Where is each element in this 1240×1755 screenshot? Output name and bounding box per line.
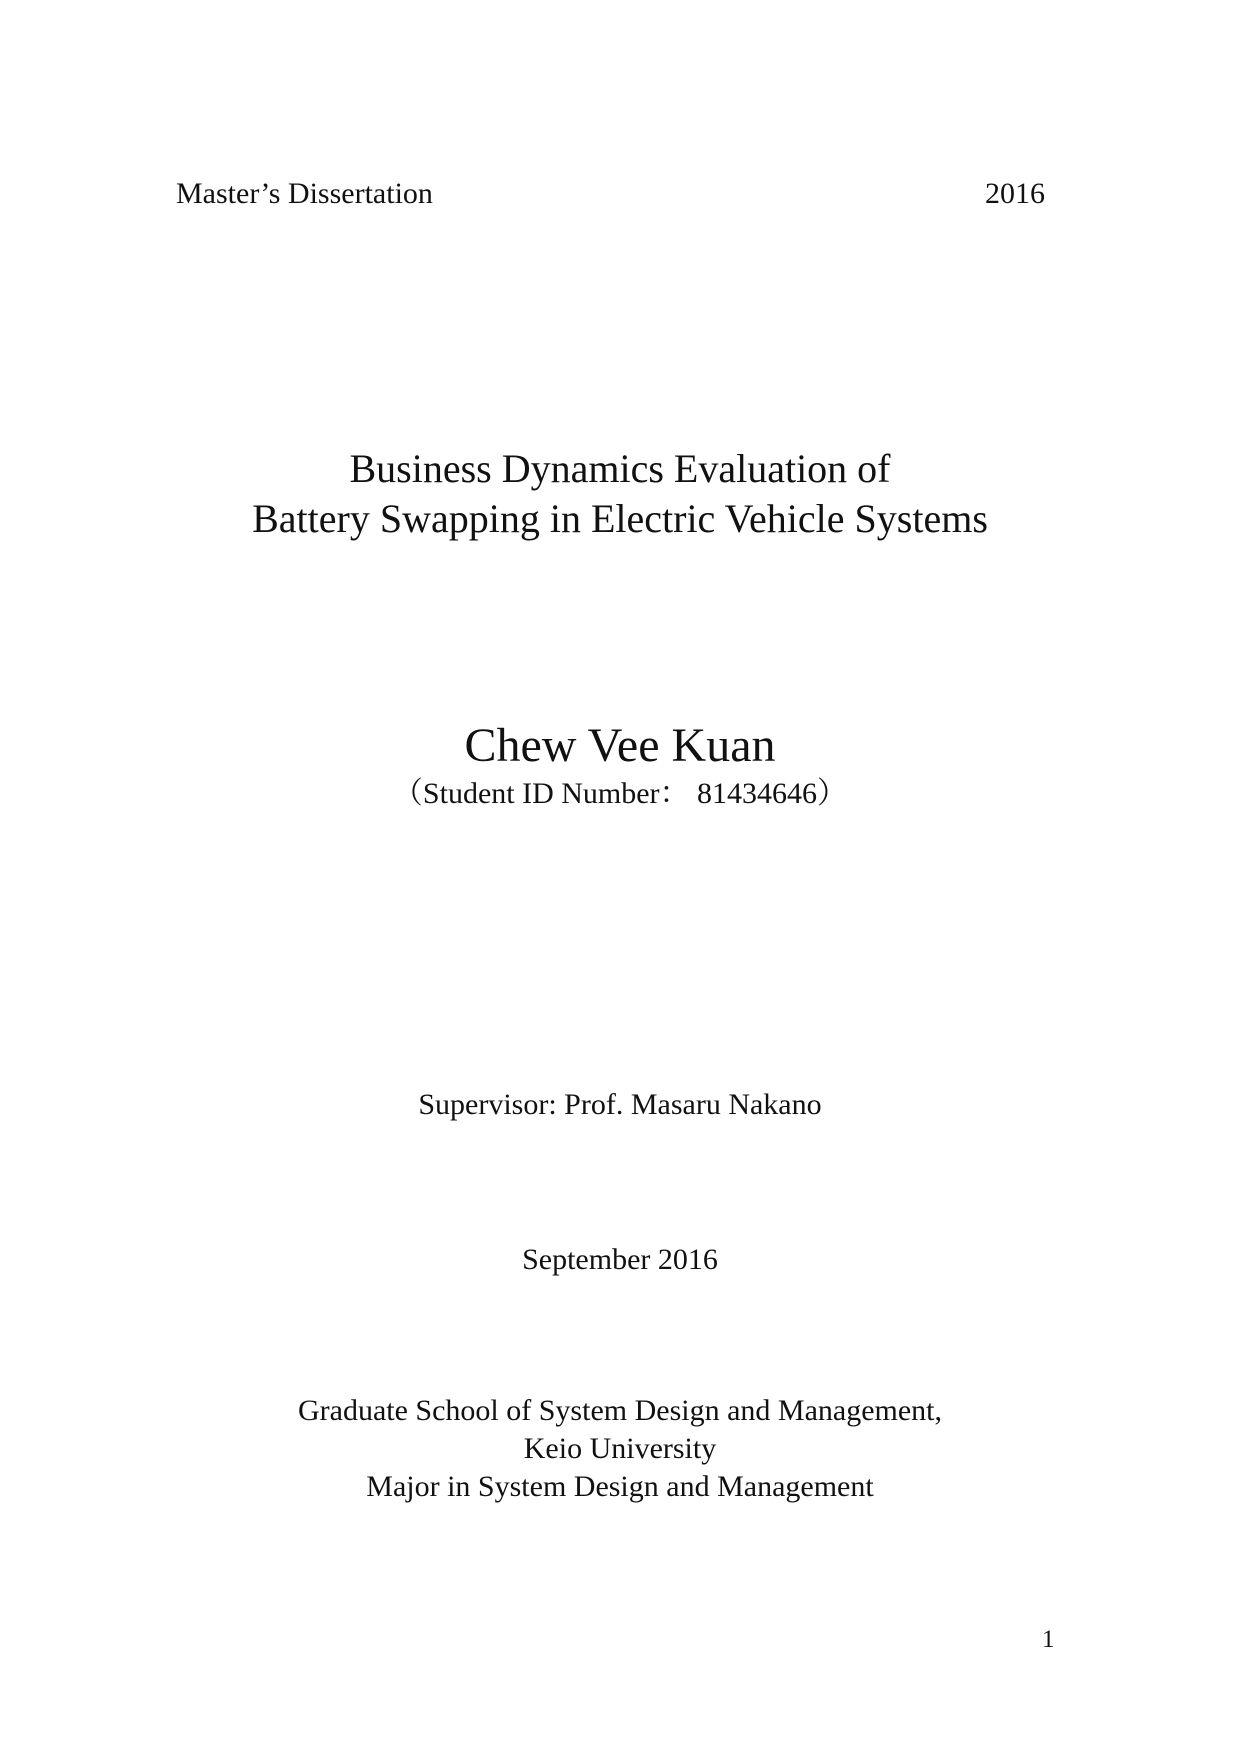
affiliation [0, 1392, 1240, 1506]
author-name: Chew Vee Kuan [464, 719, 776, 772]
title-line-1: Business Dynamics Evaluation of [349, 446, 891, 491]
year-label: 2016 [985, 177, 1045, 210]
supervisor: Supervisor: Prof. Masaru Nakano [418, 1088, 822, 1121]
student-id: （Student ID Number： 81434646） [392, 777, 848, 810]
dissertation-title [0, 444, 1240, 544]
affiliation-university: Keio University [523, 1432, 717, 1465]
page-number: 1 [1042, 1626, 1055, 1653]
document-type-label: Master’s Dissertation [176, 177, 433, 210]
affiliation-school: Graduate School of System Design and Management, [297, 1394, 943, 1427]
affiliation-major: Major in System Design and Management [366, 1470, 874, 1503]
title-line-2: Battery Swapping in Electric Vehicle Systems [252, 496, 988, 541]
submission-date: September 2016 [522, 1243, 718, 1276]
